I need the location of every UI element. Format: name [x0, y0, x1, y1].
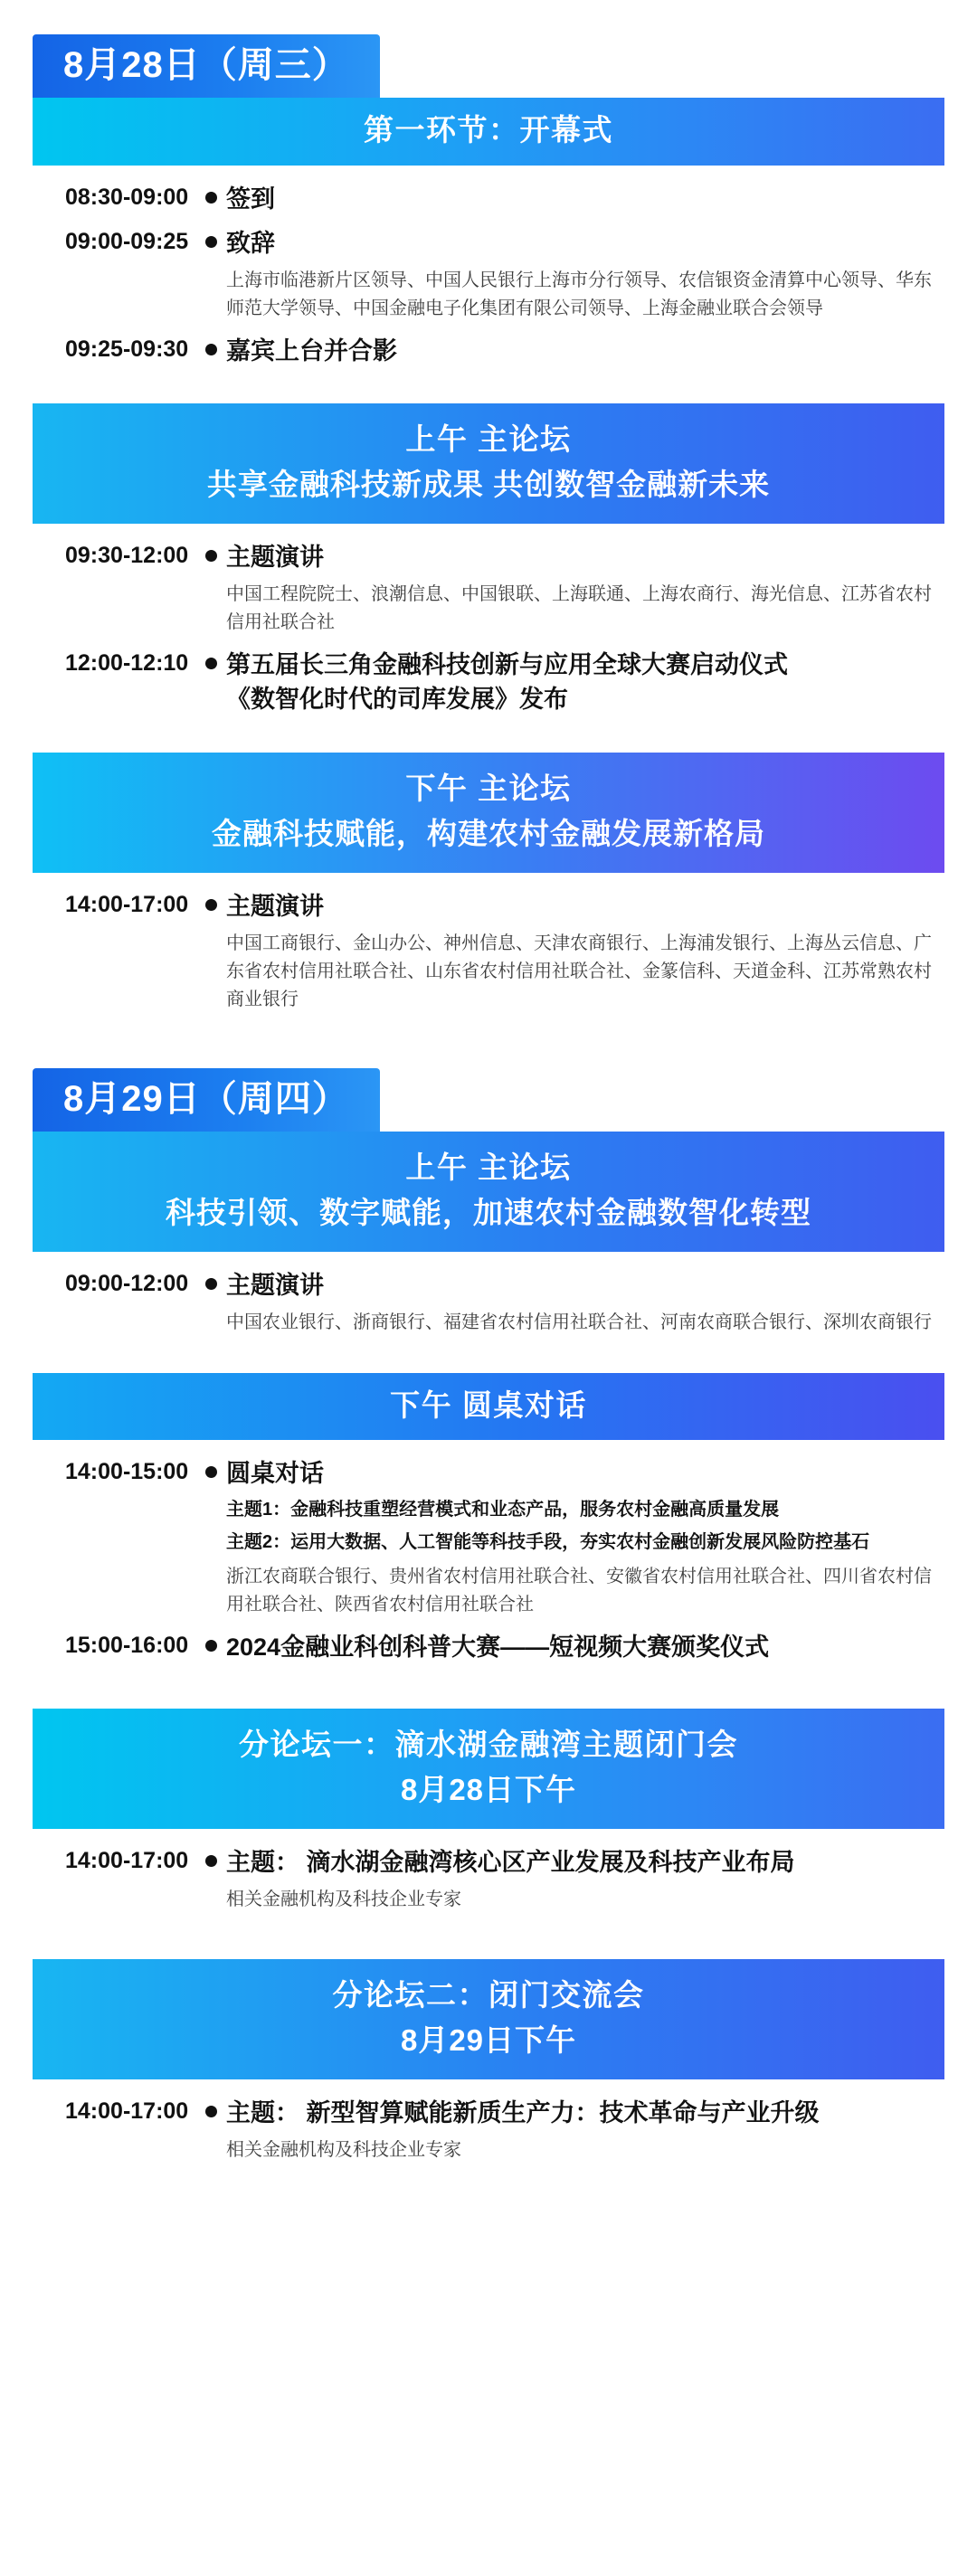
row-description: 中国工程院院士、浪潮信息、中国银联、上海联通、上海农商行、海光信息、江苏省农村信用社联合社 [226, 584, 932, 633]
bullet-dot-icon [205, 899, 217, 911]
row-title: 主题演讲 [226, 543, 324, 571]
row-time: 08:30-09:00 [65, 184, 189, 210]
row-time: 14:00-15:00 [65, 1459, 189, 1485]
session-subtitle: 共享金融科技新成果 共创数智金融新未来 [206, 468, 771, 502]
row-content [226, 542, 944, 637]
sub-forum-banner [33, 1709, 944, 1829]
schedule-row [33, 1261, 944, 1340]
row-title: 签到 [226, 185, 275, 213]
row-description: 中国农业银行、浙商银行、福建省农村信用社联合社、河南农商联合银行、深圳农商银行 [226, 1312, 932, 1332]
session-title: 第一环节：开幕式 [364, 113, 613, 147]
schedule-row [33, 175, 944, 219]
schedule-row [33, 533, 944, 640]
row-content [226, 1847, 944, 1914]
session-rows [33, 2079, 944, 2174]
row-time: 14:00-17:00 [65, 891, 189, 917]
session-block [33, 753, 944, 1023]
row-title: 主题： 新型智算赋能新质生产力：技术革命与产业升级 [226, 2098, 820, 2126]
row-description: 中国工商银行、金山办公、神州信息、天津农商银行、上海浦发银行、上海丛云信息、广东省农村信用社联合社、山东省农村信用社联合社、金篆信科、天道金科、江苏常熟农村商业银行 [226, 933, 932, 1009]
sub-forum-block [33, 1709, 944, 1923]
schedule-row [33, 1623, 944, 1667]
sub-forum-subtitle: 8月29日下午 [400, 2023, 577, 2058]
session-rows [33, 1440, 944, 1672]
session-subtitle: 科技引领、数字赋能，加速农村金融数智化转型 [166, 1196, 811, 1230]
row-bullet [195, 891, 226, 911]
schedule-row [33, 219, 944, 327]
row-bullet [195, 1847, 226, 1867]
row-title: 主题演讲 [226, 892, 324, 920]
schedule-row [33, 1838, 944, 1918]
row-content [226, 649, 944, 716]
row-topic: 主题2：运用大数据、人工智能等科技手段，夯实农村金融创新发展风险防控基石 [226, 1531, 870, 1552]
row-title: 主题演讲 [226, 1271, 324, 1299]
session-title: 上午 主论坛 [405, 421, 572, 456]
row-content [226, 228, 944, 323]
bullet-dot-icon [205, 192, 217, 204]
row-time: 09:30-12:00 [65, 542, 189, 568]
sub-forum-banner [33, 1959, 944, 2079]
session-title: 下午 圆桌对话 [390, 1387, 587, 1422]
sub-forum-title: 分论坛二：闭门交流会 [332, 1977, 645, 2012]
row-description: 上海市临港新片区领导、中国人民银行上海市分行领导、农信银资金清算中心领导、华东师范大学领导、中国金融电子化集团有限公司领导、上海金融业联合会领导 [226, 270, 932, 318]
session-rows [33, 1252, 944, 1346]
day-header-1 [33, 34, 944, 98]
row-time: 09:00-09:25 [65, 228, 189, 254]
row-description: 相关金融机构及科技企业专家 [226, 2140, 461, 2161]
session-rows [33, 524, 944, 725]
row-time: 09:25-09:30 [65, 336, 189, 362]
row-time: 12:00-12:10 [65, 650, 189, 677]
row-content [226, 2098, 944, 2164]
bullet-dot-icon [205, 658, 217, 669]
session-banner [33, 403, 944, 524]
row-title: 2024金融业科创科普大赛——短视频大赛颁奖仪式 [226, 1633, 770, 1661]
sub-forum-title: 分论坛一：滴水湖金融湾主题闭门会 [239, 1727, 738, 1761]
row-time: 14:00-17:00 [65, 2098, 189, 2124]
session-title: 上午 主论坛 [405, 1150, 572, 1184]
row-bullet [195, 2098, 226, 2117]
session-block [33, 403, 944, 725]
schedule-row [33, 640, 944, 720]
day-label: 8月28日（周三） [33, 34, 380, 98]
session-banner [33, 1373, 944, 1441]
schedule-row [33, 1449, 944, 1622]
row-title: 嘉宾上台并合影 [226, 336, 397, 365]
session-banner [33, 98, 944, 166]
session-rows [33, 166, 944, 376]
bullet-dot-icon [205, 1640, 217, 1652]
bullet-dot-icon [205, 236, 217, 248]
bullet-dot-icon [205, 1278, 217, 1290]
bullet-dot-icon [205, 2106, 217, 2117]
row-title: 圆桌对话 [226, 1460, 324, 1488]
row-content [226, 1270, 944, 1337]
row-bullet [195, 1270, 226, 1290]
row-bullet [195, 336, 226, 355]
bullet-dot-icon [205, 1466, 217, 1478]
row-content [226, 336, 944, 367]
row-description: 相关金融机构及科技企业专家 [226, 1889, 461, 1909]
session-title: 下午 主论坛 [405, 771, 572, 805]
row-content [226, 1458, 944, 1618]
row-time: 15:00-16:00 [65, 1632, 189, 1658]
row-bullet [195, 1632, 226, 1652]
day-header-2 [33, 1068, 944, 1132]
session-block [33, 1132, 944, 1346]
row-bullet [195, 649, 226, 669]
row-title: 第五届长三角金融科技创新与应用全球大赛启动仪式 [226, 651, 788, 679]
sub-forum-subtitle: 8月28日下午 [400, 1773, 577, 1807]
bullet-dot-icon [205, 344, 217, 355]
session-block [33, 1373, 944, 1672]
schedule-row [33, 882, 944, 1018]
row-description: 浙江农商联合银行、贵州省农村信用社联合社、安徽省农村信用社联合社、四川省农村信用社联合社、陕西省农村信用社联合社 [226, 1566, 932, 1615]
row-content [226, 891, 944, 1014]
row-bullet [195, 542, 226, 562]
schedule-row [33, 2088, 944, 2168]
session-rows [33, 1829, 944, 1923]
session-banner [33, 1132, 944, 1252]
row-title: 致辞 [226, 229, 275, 257]
session-rows [33, 873, 944, 1023]
row-time: 14:00-17:00 [65, 1847, 189, 1873]
row-bullet [195, 228, 226, 248]
session-subtitle: 金融科技赋能，构建农村金融发展新格局 [212, 817, 765, 851]
session-block [33, 98, 944, 376]
bullet-dot-icon [205, 1855, 217, 1867]
row-time: 09:00-12:00 [65, 1270, 189, 1296]
row-title-secondary: 《数智化时代的司库发展》发布 [226, 686, 568, 714]
bullet-dot-icon [205, 550, 217, 562]
row-bullet [195, 184, 226, 204]
day-label: 8月29日（周四） [33, 1068, 380, 1132]
row-bullet [195, 1458, 226, 1478]
session-banner [33, 753, 944, 873]
sub-forum-block [33, 1959, 944, 2174]
row-title: 主题： 滴水湖金融湾核心区产业发展及科技产业布局 [226, 1848, 795, 1876]
row-topic: 主题1：金融科技重塑经营模式和业态产品，服务农村金融高质量发展 [226, 1499, 780, 1520]
schedule-row [33, 327, 944, 371]
row-content [226, 1632, 944, 1663]
row-content [226, 184, 944, 215]
